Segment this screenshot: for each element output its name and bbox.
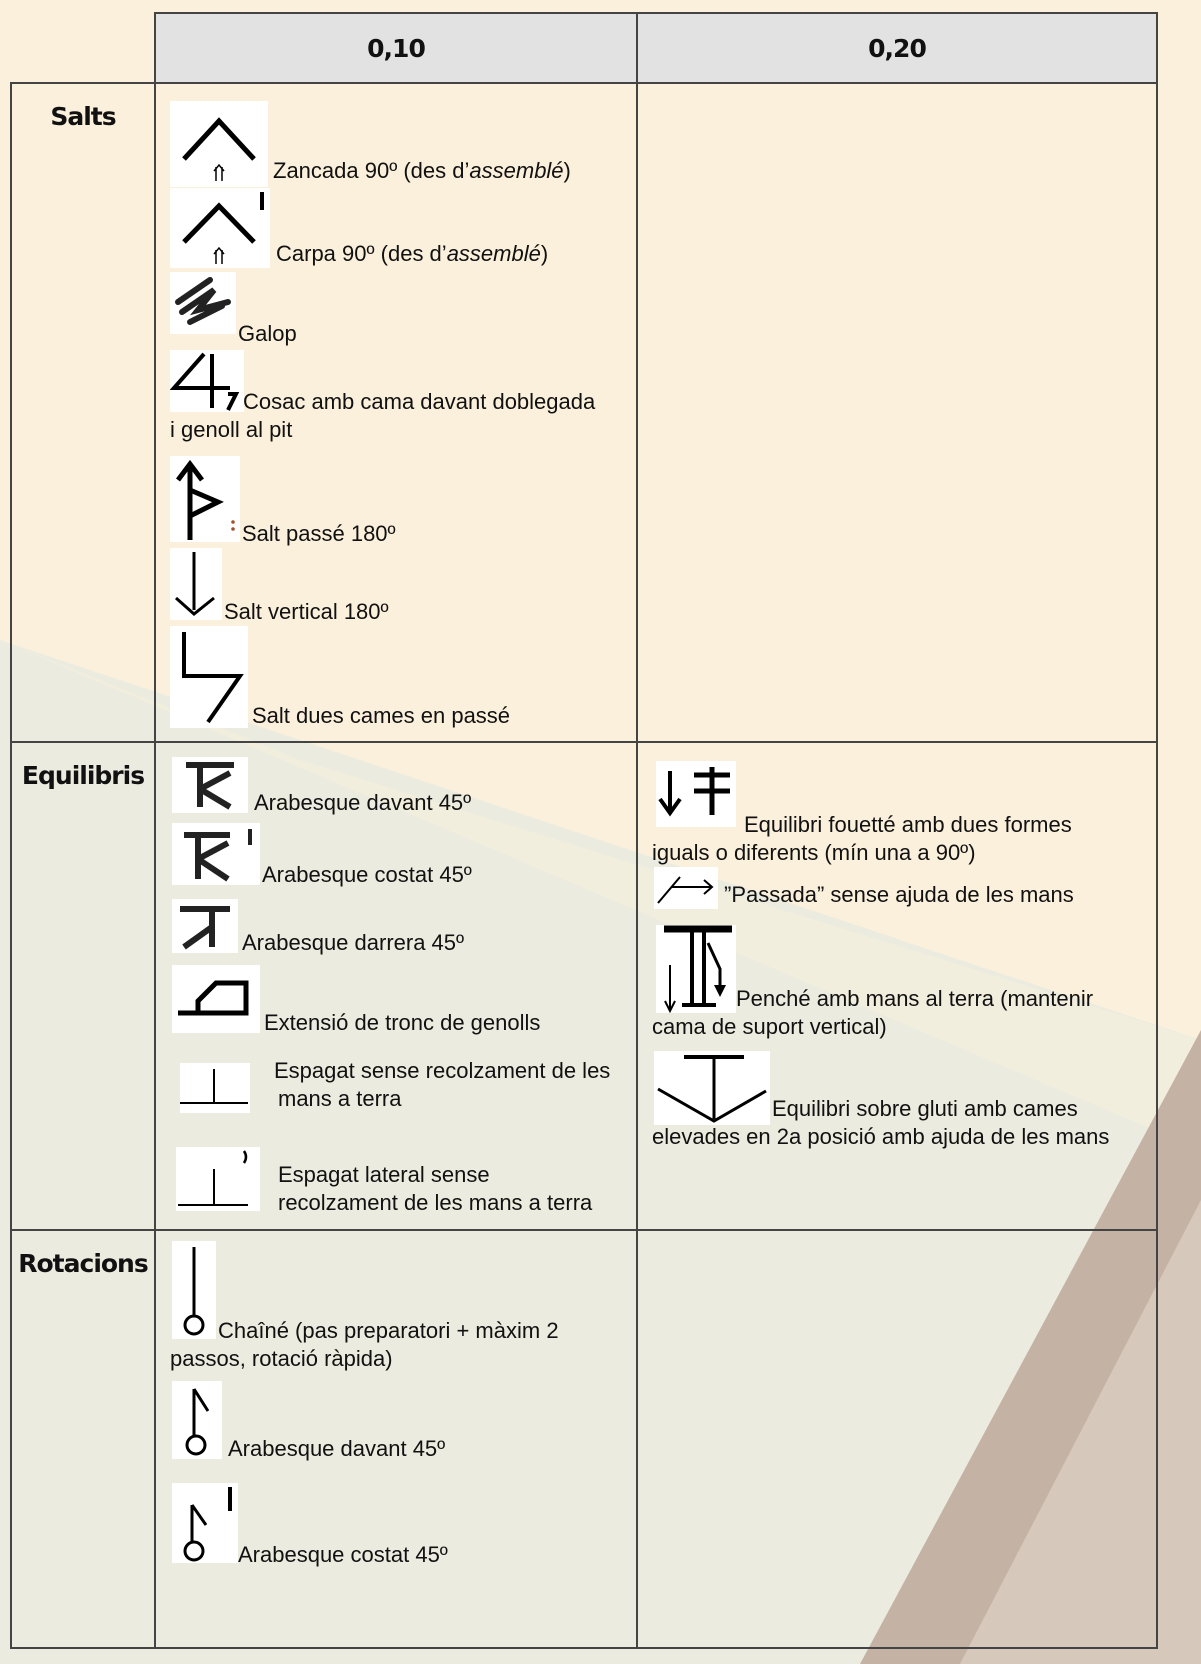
item-text-cont: elevades en 2a posició amb ajuda de les mans xyxy=(652,1124,1110,1149)
item-text-cont: i genoll al pit xyxy=(170,417,293,442)
row-label-rotacions: Rotacions xyxy=(11,1230,155,1648)
item-text: Espagat sense recolzament de les xyxy=(274,1058,611,1083)
item-text: Arabesque davant 45º xyxy=(254,790,472,815)
skills-table xyxy=(10,12,1158,1649)
item-text: ”Passada” sense ajuda de les mans xyxy=(724,882,1074,907)
item-text: Chaîné (pas preparatori + màxim 2 xyxy=(218,1318,559,1343)
item-text: Arabesque davant 45º xyxy=(228,1436,446,1461)
header-col-020: 0,20 xyxy=(637,13,1157,83)
header-row xyxy=(11,13,1157,83)
item-text: Equilibri fouetté amb dues formes xyxy=(744,812,1072,837)
rotacio-arabesque-davant-icon xyxy=(172,1381,222,1459)
item-text: Arabesque darrera 45º xyxy=(242,930,465,955)
row-salts xyxy=(11,83,1157,742)
corner-cell xyxy=(11,13,155,83)
cosac-icon xyxy=(170,350,244,412)
item-text: Espagat lateral sense xyxy=(278,1162,490,1187)
rotacio-arabesque-costat-icon xyxy=(172,1483,238,1563)
cell-equilibris-010 xyxy=(155,742,637,1230)
row-equilibris xyxy=(11,742,1157,1230)
item-text-cont: cama de suport vertical) xyxy=(652,1014,887,1039)
row-rotacions xyxy=(11,1230,1157,1648)
salt-passe-icon xyxy=(170,456,240,542)
cell-rotacions-020 xyxy=(637,1230,1157,1648)
item-text: Penché amb mans al terra (mantenir xyxy=(736,986,1094,1011)
equilibri-gluti-icon xyxy=(654,1051,770,1125)
arabesque-costat-icon xyxy=(172,823,260,885)
item-text-cont: recolzament de les mans a terra xyxy=(278,1190,593,1215)
salt-dues-cames-icon xyxy=(170,626,248,728)
zancada-icon xyxy=(170,101,268,187)
row-label-equilibris: Equilibris xyxy=(11,742,155,1230)
item-text: Arabesque costat 45º xyxy=(238,1542,448,1567)
cell-salts-020 xyxy=(637,83,1157,742)
cell-equilibris-020 xyxy=(637,742,1157,1230)
chaine-icon xyxy=(172,1241,216,1339)
cell-rotacions-010 xyxy=(155,1230,637,1648)
item-text: Salt vertical 180º xyxy=(224,599,389,624)
passada-icon xyxy=(654,867,718,909)
header-col-010: 0,10 xyxy=(155,13,637,83)
carpa-icon xyxy=(170,188,270,268)
item-text: Salt passé 180º xyxy=(242,521,396,546)
cell-salts-010 xyxy=(155,83,637,742)
espagat-icon xyxy=(180,1063,250,1113)
item-text: Carpa 90º (des d’assemblé) xyxy=(276,241,549,266)
extensio-tronc-icon xyxy=(172,965,260,1033)
item-text-cont: passos, rotació ràpida) xyxy=(170,1346,393,1371)
item-text: Cosac amb cama davant doblegada xyxy=(243,389,596,414)
espagat-lateral-icon xyxy=(176,1147,260,1211)
penche-icon xyxy=(656,925,736,1013)
item-text: Arabesque costat 45º xyxy=(262,862,472,887)
arabesque-darrera-icon xyxy=(172,899,238,953)
equilibri-fouette-icon xyxy=(656,761,736,827)
arabesque-davant-icon xyxy=(172,757,248,813)
item-text-cont: mans a terra xyxy=(278,1086,402,1111)
galop-icon xyxy=(170,272,236,334)
item-text: Zancada 90º (des d’assemblé) xyxy=(273,158,571,183)
item-text: Galop xyxy=(238,321,297,346)
item-text: Extensió de tronc de genolls xyxy=(264,1010,541,1035)
item-text: Salt dues cames en passé xyxy=(252,703,511,728)
item-text-cont: iguals o diferents (mín una a 90º) xyxy=(652,840,976,865)
row-label-salts: Salts xyxy=(11,83,155,742)
item-text: Equilibri sobre gluti amb cames xyxy=(772,1096,1078,1121)
salt-vertical-icon xyxy=(170,548,222,620)
